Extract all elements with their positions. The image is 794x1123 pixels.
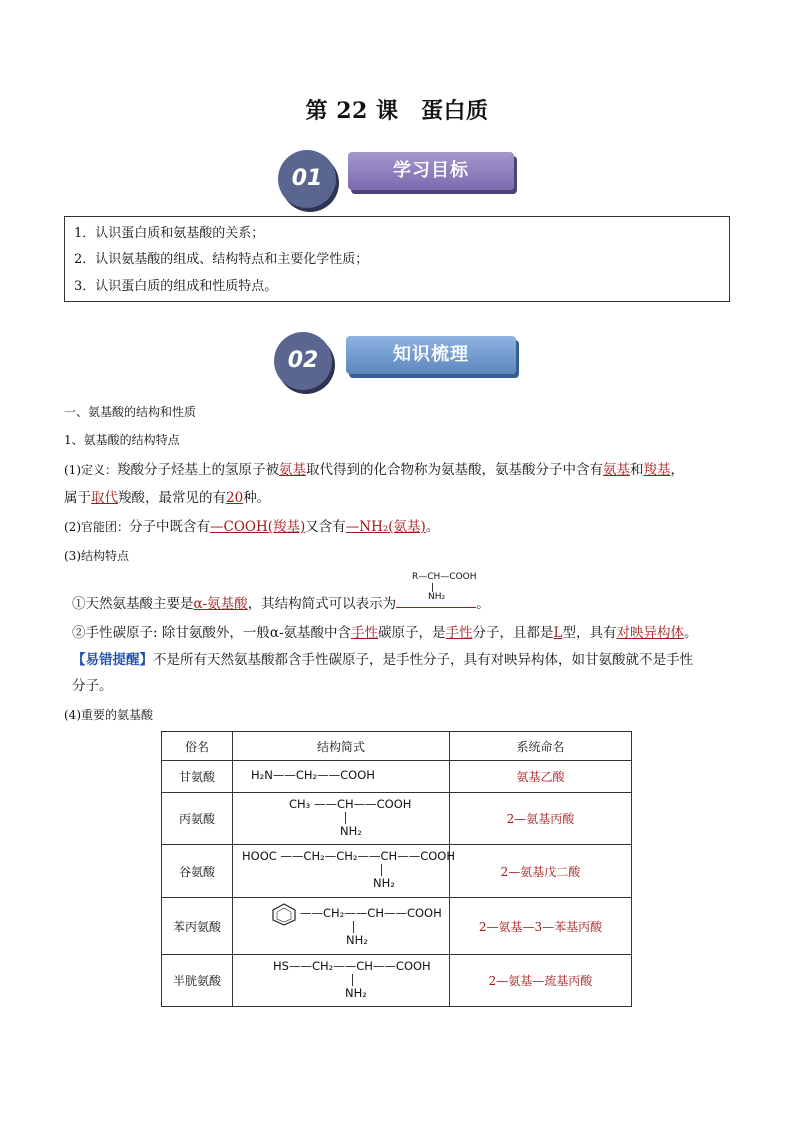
tip-line-1 <box>72 648 693 668</box>
functional-group-line <box>64 515 439 535</box>
bond <box>381 864 382 876</box>
tip-line-2: 分子。 <box>72 678 113 694</box>
structure-cell <box>233 898 450 955</box>
system-name: 2—氨基—巯基丙酸 <box>450 955 632 1007</box>
point-2 <box>72 621 698 641</box>
common-name: 甘氨酸 <box>162 761 233 793</box>
answer: 羧基 <box>643 462 671 478</box>
heading-2: 1、氨基酸的结构特点 <box>64 433 180 447</box>
amino-acid-table <box>161 731 632 1007</box>
system-name: 氨基乙酸 <box>450 761 632 793</box>
formula: HOOC ——CH₂—CH₂——CH——COOH <box>242 849 455 863</box>
structure-cell <box>233 761 450 793</box>
badge-label: 知识梳理 <box>346 336 516 374</box>
answer: 20 <box>226 490 244 506</box>
formula: CH₃ ——CH——COOH <box>289 797 412 811</box>
system-name: 2—氨基戊二酸 <box>450 845 632 898</box>
text: 型，具有 <box>562 625 617 641</box>
badge-number: 02 <box>287 348 319 373</box>
text: 羧酸分子烃基上的氢原子被 <box>117 462 279 478</box>
definition-line-2 <box>64 486 270 506</box>
text: 和 <box>630 462 644 478</box>
definition-line-1 <box>64 458 684 478</box>
text: ， <box>670 462 684 478</box>
text: 碳原子，是 <box>378 625 446 641</box>
system-name: 2—氨基丙酸 <box>450 793 632 845</box>
answer: 对映异构体 <box>616 625 684 641</box>
formula-bond <box>432 583 433 592</box>
def-label: (1)定义： <box>64 463 117 477</box>
text: 种。 <box>243 490 271 506</box>
formula-sub: NH₂ <box>345 986 367 1000</box>
text: 分子中既含有 <box>129 519 210 535</box>
column-header: 系统命名 <box>450 732 632 761</box>
answer: 氨基 <box>279 462 306 478</box>
formula-sub: NH₂ <box>340 824 362 838</box>
text: 取代得到的化合物称为氨基酸，氨基酸分子中含有 <box>306 462 603 478</box>
point-1 <box>72 592 490 612</box>
tip-label: 【易错提醒】 <box>72 652 153 668</box>
answer: —NH₂(氨基) <box>345 519 426 535</box>
answer: 氨基 <box>603 462 630 478</box>
column-header: 俗名 <box>162 732 233 761</box>
func-label: (2)官能团： <box>64 520 129 534</box>
bond <box>345 812 346 824</box>
formula: HS——CH₂——CH——COOH <box>273 959 431 973</box>
system-name: 2—氨基—3—苯基丙酸 <box>450 898 632 955</box>
table-label: (4)重要的氨基酸 <box>64 708 153 722</box>
table-header-row <box>162 732 632 761</box>
formula-sub: NH₂ <box>346 933 368 947</box>
goal-item: 2．认识氨基酸的组成、结构特点和主要化学性质； <box>74 252 369 267</box>
text: ②手性碳原子: 除甘氨酸外，一般α-氨基酸中含 <box>72 625 352 641</box>
table-row <box>162 845 632 898</box>
text: 。 <box>684 625 698 641</box>
badge-number: 01 <box>291 166 323 191</box>
text: 羧酸，最常见的有 <box>118 490 226 506</box>
formula-sub: NH₂ <box>373 876 395 890</box>
table-row <box>162 761 632 793</box>
common-name: 半胱氨酸 <box>162 955 233 1007</box>
text: 又含有 <box>305 519 346 535</box>
bond <box>352 974 353 986</box>
common-name: 谷氨酸 <box>162 845 233 898</box>
answer: —COOH(羧基) <box>210 519 306 535</box>
structure-cell <box>233 845 455 898</box>
formula: ——CH₂——CH——COOH <box>300 906 442 920</box>
goal-item: 3．认识蛋白质的组成和性质特点。 <box>74 279 278 294</box>
text: 属于 <box>64 490 91 506</box>
structure-cell <box>233 793 450 845</box>
answer: α-氨基酸 <box>193 596 248 612</box>
heading-1: 一、氨基酸的结构和性质 <box>64 405 197 419</box>
general-formula-bottom: NH₂ <box>428 592 446 602</box>
bond <box>353 921 354 933</box>
answer: 手性 <box>351 625 379 641</box>
table-row <box>162 793 632 845</box>
answer: 取代 <box>91 490 118 506</box>
formula: H₂N——CH₂——COOH <box>251 768 375 782</box>
column-header: 结构简式 <box>233 732 450 761</box>
table-row <box>162 898 632 955</box>
benzene-ring-icon <box>269 902 299 926</box>
table-row <box>162 955 632 1007</box>
text: ，其结构简式可以表示为 <box>247 596 397 612</box>
common-name: 苯丙氨酸 <box>162 898 233 955</box>
text: 分子，且都是 <box>472 625 554 641</box>
text: 。 <box>476 596 490 612</box>
answer: 手性 <box>445 625 473 641</box>
formula-blank <box>396 593 476 608</box>
goals-box <box>64 216 730 302</box>
structure-label: (3)结构特点 <box>64 549 129 563</box>
text: ①天然氨基酸主要是 <box>72 596 194 612</box>
structure-cell <box>233 955 450 1007</box>
page-title: 第 22 课 蛋白质 <box>305 98 489 124</box>
general-formula-top: R—CH—COOH <box>412 572 477 582</box>
badge-label: 学习目标 <box>348 152 514 190</box>
text: 。 <box>425 519 440 535</box>
goal-item: 1．认识蛋白质和氨基酸的关系； <box>74 226 265 241</box>
answer: L <box>553 625 563 641</box>
common-name: 丙氨酸 <box>162 793 233 845</box>
text: 不是所有天然氨基酸都含手性碳原子，是手性分子，具有对映异构体，如甘氨酸就不是手性 <box>153 652 693 668</box>
